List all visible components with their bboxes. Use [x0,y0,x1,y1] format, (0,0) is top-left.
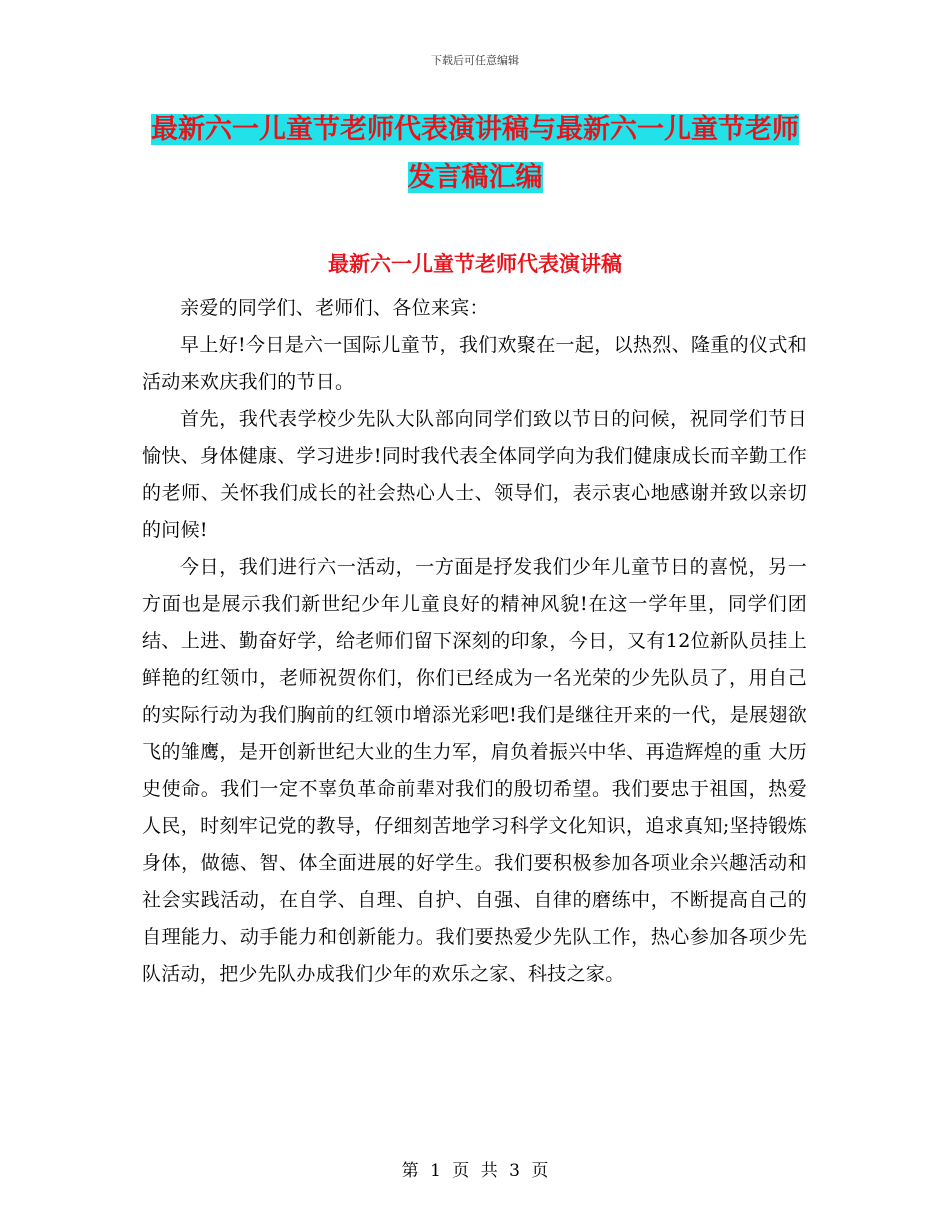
document-title-text: 最新六一儿童节老师代表演讲稿与最新六一儿童节老师发言稿汇编 [151,114,799,193]
body-paragraph: 早上好!今日是六一国际儿童节，我们欢聚在一起，以热烈、隆重的仪式和活动来欢庆我们的节日。 [142,334,807,393]
body-paragraph: 今日，我们进行六一活动，一方面是抒发我们少年儿童节日的喜悦，另一方面也是展示我们新世纪少年儿童良好的精神风貌!在这一学年里，同学们团结、上进、勤奋好学，给老师们留下深刻的印象，今日，又有12位新队员挂上鲜艳的红领巾，老师祝贺你们，你们已经成为一名光荣的少先队员了，用自己的实际行动为我们胸前的红领巾增添光彩吧!我们是继往开来的一代，是展翅欲飞的雏鹰，是开创新世纪大业的生力军，肩负着振兴中华、再造辉煌的重 大历史使命。我们一定不辜负革命前辈对我们的殷切希望。我们要忠于祖国，热爱人民，时刻牢记党的教导，仔细刻苦地学习科学文化知识，追求真知;坚持锻炼身体，做德、智、体全面进展的好学生。我们要积极参加各项业余兴趣活动和社会实践活动，在自学、自理、自护、自强、自律的磨练中，不断提高自己的自理能力、动手能力和创新能力。我们要热爱少先队工作，热心参加各项少先队活动，把少先队办成我们少年的欢乐之家、科技之家。 [142,556,807,985]
section-title: 最新六一儿童节老师代表演讲稿 [328,252,622,276]
document-body [142,290,807,993]
salutation-paragraph: 亲爱的同学们、老师们、各位来宾： [180,297,489,319]
body-paragraph: 首先，我代表学校少先队大队部向同学们致以节日的问候，祝同学们节日愉快、身体健康、学习进步!同时我代表全体同学向为我们健康成长而辛勤工作的老师、关怀我们成长的社会热心人士、领导们，表示衷心地感谢并致以亲切的问候! [142,408,807,541]
header-note: 下载后可任意编辑 [431,54,519,67]
document-title [150,106,800,202]
page-number-footer: 第 1 页 共 3 页 [401,1161,549,1181]
